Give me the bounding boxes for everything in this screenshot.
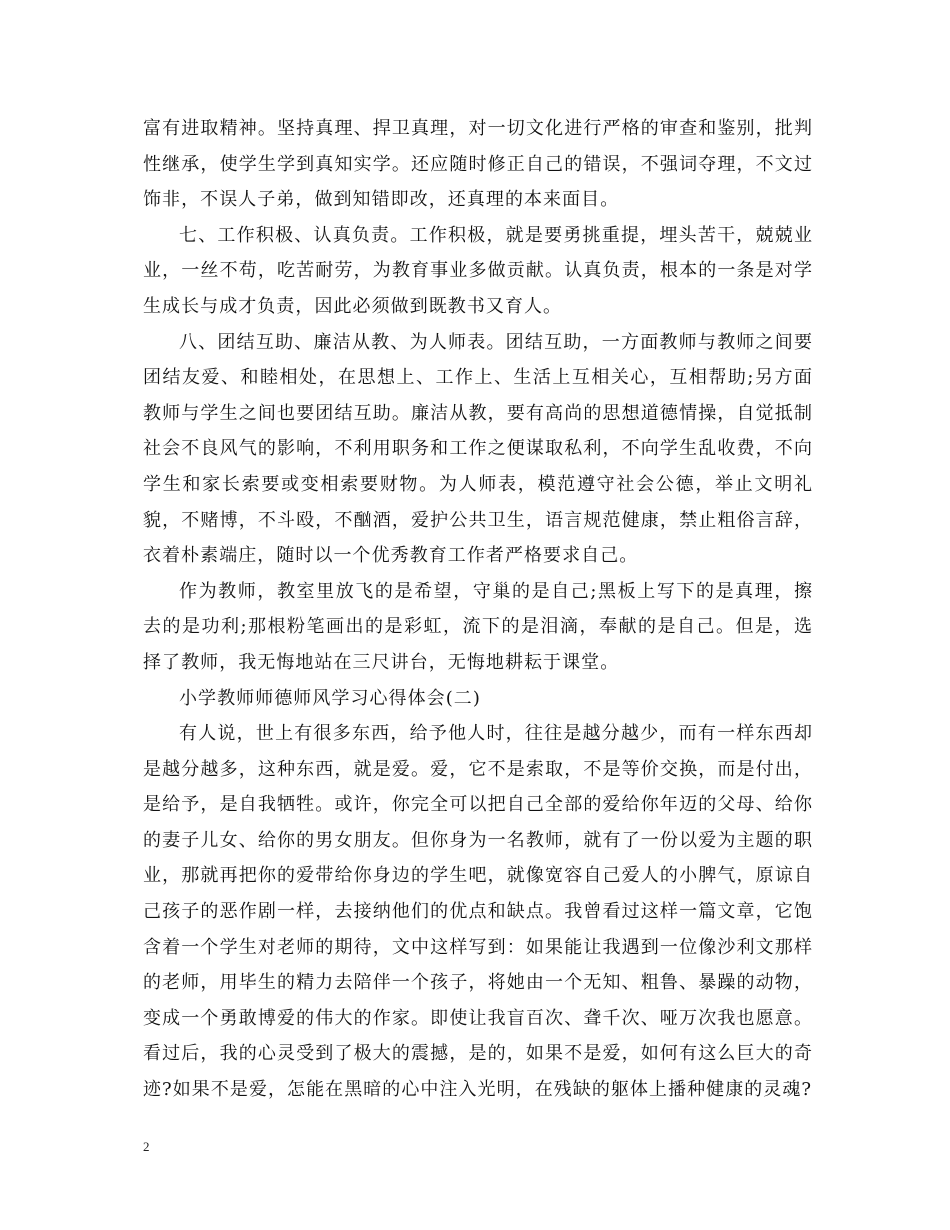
paragraph-love-essay: 有人说，世上有很多东西，给予他人时，往往是越分越少，而有一样东西却是越分越多，这种东西，就是爱。爱，它不是索取，不是等价交换，而是付出，是给予，是自我牺牲。或许，你完全可以把自己全部的爱给你年迈的父母、给你的妻子儿女、给你的男女朋友。但你身为一名教师，就有了一份以爱为主题的职业，那就再把你的爱带给你身边的学生吧，就像宽容自己爱人的小脾气，原谅自己孩子的恶作剧一样，去接纳他们的优点和缺点。我曾看过这样一篇文章，它饱含着一个学生对老师的期待，文中这样写到：如果能让我遇到一位像沙利文那样的老师，用毕生的精力去陪伴一个孩子，将她由一个无知、粗鲁、暴躁的动物，变成一个勇敢博爱的伟大的作家。即使让我盲百次、聋千次、哑万次我也愿意。看过后，我的心灵受到了极大的震撼，是的，如果不是爱，如何有这么巨大的奇迹?如果不是爱，怎能在黑暗的心中注入光明，在残缺的躯体上播种健康的灵魂? [143, 723, 813, 1101]
paragraph-continuation: 富有进取精神。坚持真理、捍卫真理，对一切文化进行严格的审查和鉴别，批判性继承，使学生学到真知实学。还应随时修正自己的错误，不强词夺理，不文过饰非，不误人子弟，做到知错即改，还真理的本来面目。 [143, 118, 813, 211]
paragraph-item-seven: 七、工作积极、认真负责。工作积极，就是要勇挑重提，埋头苦干，兢兢业业，一丝不苟，吃苦耐劳，为教育事业多做贡献。认真负责，根本的一条是对学生成长与成才负责，因此必须做到既教书又育人。 [143, 224, 813, 317]
section-heading: 小学教师师德师风学习心得体会(二) [179, 687, 481, 709]
paragraph-item-eight: 八、团结互助、廉洁从教、为人师表。团结互助，一方面教师与教师之间要团结友爱、和睦相处，在思想上、工作上、生活上互相关心，互相帮助;另方面教师与学生之间也要团结互助。廉洁从教，要有高尚的思想道德情操，自觉抵制社会不良风气的影响，不利用职务和工作之便谋取私利，不向学生乱收费，不向学生和家长索要或变相索要财物。为人师表，模范遵守社会公德，举止文明礼貌，不赌博，不斗殴，不酗酒，爱护公共卫生，语言规范健康，禁止粗俗言辞，衣着朴素端庄，随时以一个优秀教育工作者严格要求自己。 [143, 331, 813, 567]
paragraph-teacher-reflection: 作为教师，教室里放飞的是希望，守巢的是自己;黑板上写下的是真理，擦去的是功利;那根粉笔画出的是彩虹，流下的是泪滴，奉献的是自己。但是，选择了教师，我无悔地站在三尺讲台，无悔地耕耘于课堂。 [143, 580, 813, 673]
page-number: 2 [143, 1139, 150, 1154]
document-body [143, 111, 813, 1108]
